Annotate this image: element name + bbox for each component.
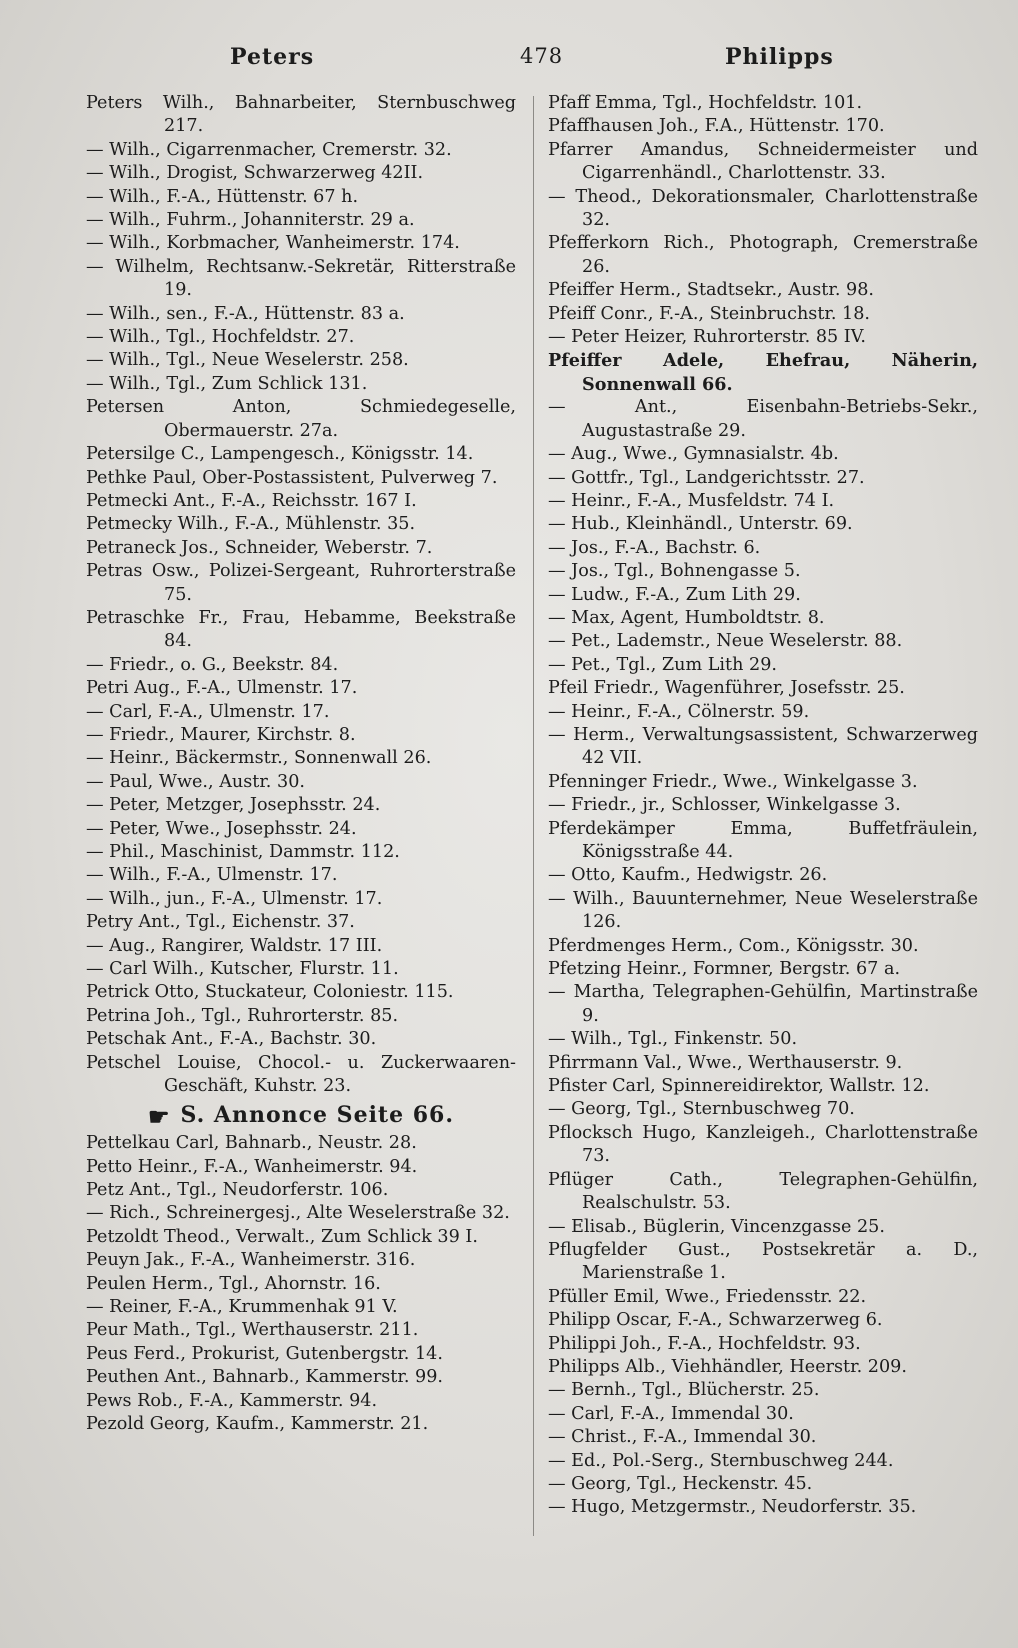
header-right-keyword: Philipps <box>725 44 834 70</box>
directory-entry: Petto Heinr., F.-A., Wanheimerstr. 94. <box>86 1156 418 1177</box>
directory-entry: Petras Osw., Polizei-Sergeant, Ruhrorterstraße 75. <box>86 561 516 605</box>
directory-entry: Petersen Anton, Schmiedegeselle, Obermauerstr. 27a. <box>86 397 516 441</box>
directory-entry: Peuthen Ant., Bahnarb., Kammerstr. 99. <box>86 1367 443 1388</box>
directory-entry: Pezold Georg, Kaufm., Kammerstr. 21. <box>86 1414 429 1435</box>
directory-entry: — Heinr., F.-A., Musfeldstr. 74 I. <box>548 490 835 511</box>
directory-entry: Pfeiff Conr., F.-A., Steinbruchstr. 18. <box>548 303 871 324</box>
directory-entry: Pfeil Friedr., Wagenführer, Josefsstr. 25. <box>548 678 905 699</box>
directory-entry: — Carl, F.-A., Ulmenstr. 17. <box>86 701 330 722</box>
directory-entry: — Wilh., Korbmacher, Wanheimerstr. 174. <box>86 233 460 254</box>
header-left-keyword: Peters <box>230 44 315 70</box>
directory-entry: — Bernh., Tgl., Blücherstr. 25. <box>548 1380 820 1401</box>
directory-entry: — Paul, Wwe., Austr. 30. <box>86 771 305 792</box>
directory-entry: — Wilh., Cigarrenmacher, Cremerstr. 32. <box>86 139 452 160</box>
directory-entry: — Peter, Metzger, Josephsstr. 24. <box>86 795 381 816</box>
annonce-text: S. Annonce Seite 66. <box>180 1102 455 1129</box>
directory-entry: Petz Ant., Tgl., Neudorferstr. 106. <box>86 1179 389 1200</box>
directory-entry: Pfirrmann Val., Wwe., Werthauserstr. 9. <box>548 1052 903 1073</box>
page-number: 478 <box>520 44 564 68</box>
directory-entry: Pethke Paul, Ober-Postassistent, Pulverweg 7. <box>86 467 498 488</box>
directory-entry: — Herm., Verwaltungsassistent, Schwarzerweg 42 VII. <box>548 724 978 769</box>
directory-entry: Petrina Joh., Tgl., Ruhrorterstr. 85. <box>86 1005 399 1026</box>
directory-entry: — Jos., Tgl., Bohnengasse 5. <box>548 561 801 582</box>
directory-entry: — Otto, Kaufm., Hedwigstr. 26. <box>548 865 828 886</box>
directory-entry: Petmecki Ant., F.-A., Reichsstr. 167 I. <box>86 490 417 511</box>
left-column <box>86 92 516 1436</box>
directory-entry: Pews Rob., F.-A., Kammerstr. 94. <box>86 1390 378 1411</box>
directory-entry: Petry Ant., Tgl., Eichenstr. 37. <box>86 912 355 933</box>
directory-entry: — Wilh., sen., F.-A., Hüttenstr. 83 a. <box>86 303 405 324</box>
directory-entry: — Georg, Tgl., Heckenstr. 45. <box>548 1473 813 1494</box>
directory-entry: Pfenninger Friedr., Wwe., Winkelgasse 3. <box>548 771 918 792</box>
right-column <box>548 92 978 1520</box>
page-header <box>80 40 958 80</box>
directory-entry: Petri Aug., F.-A., Ulmenstr. 17. <box>86 678 358 699</box>
directory-entry: Pferdmenges Herm., Com., Königsstr. 30. <box>548 935 919 956</box>
directory-entry: Pflüger Cath., Telegraphen-Gehülfin, Realschulstr. 53. <box>548 1169 978 1214</box>
directory-entry: — Heinr., F.-A., Cölnerstr. 59. <box>548 701 810 722</box>
directory-entry: — Reiner, F.-A., Krummenhak 91 V. <box>86 1297 398 1318</box>
directory-entry: — Aug., Wwe., Gymnasialstr. 4b. <box>548 444 839 465</box>
directory-entry: — Heinr., Bäckermstr., Sonnenwall 26. <box>86 748 432 769</box>
directory-entry: Petzoldt Theod., Verwalt., Zum Schlick 39 I. <box>86 1226 478 1247</box>
directory-entry: Philippi Joh., F.-A., Hochfeldstr. 93. <box>548 1333 861 1354</box>
directory-entry: — Friedr., o. G., Beekstr. 84. <box>86 654 339 675</box>
annonce-notice <box>86 1101 516 1131</box>
directory-entry: — Wilh., Tgl., Hochfeldstr. 27. <box>86 327 355 348</box>
directory-entry: — Peter, Wwe., Josephsstr. 24. <box>86 818 357 839</box>
directory-entry: — Gottfr., Tgl., Landgerichtsstr. 27. <box>548 467 865 488</box>
directory-entry: Pfüller Emil, Wwe., Friedensstr. 22. <box>548 1286 867 1307</box>
directory-entry: — Phil., Maschinist, Dammstr. 112. <box>86 842 400 862</box>
directory-entry: Philipps Alb., Viehhändler, Heerstr. 209. <box>548 1356 907 1377</box>
directory-entry: — Pet., Lademstr., Neue Weselerstr. 88. <box>548 631 903 652</box>
directory-entry: — Ant., Eisenbahn-Betriebs-Sekr., Augustastraße 29. <box>548 397 978 441</box>
directory-entry: — Wilhelm, Rechtsanw.-Sekretär, Ritterstraße 19. <box>86 256 516 301</box>
directory-entry: — Carl Wilh., Kutscher, Flurstr. 11. <box>86 959 399 980</box>
directory-entry: Pflugfelder Gust., Postsekretär a. D., Marienstraße 1. <box>548 1239 978 1284</box>
directory-entry: — Hub., Kleinhändl., Unterstr. 69. <box>548 514 853 535</box>
directory-entry: — Wilh., jun., F.-A., Ulmenstr. 17. <box>86 888 383 909</box>
directory-entry: Petschel Louise, Chocol.- u. Zuckerwaaren-Geschäft, Kuhstr. 23. <box>86 1052 516 1097</box>
column-divider <box>533 96 534 1536</box>
directory-entry: Philipp Oscar, F.-A., Schwarzerweg 6. <box>548 1310 883 1331</box>
directory-entry: — Wilh., Bauunternehmer, Neue Weselerstraße 126. <box>548 888 978 933</box>
directory-entry: Peus Ferd., Prokurist, Gutenbergstr. 14. <box>86 1343 443 1364</box>
directory-entry: Petschak Ant., F.-A., Bachstr. 30. <box>86 1029 377 1050</box>
left-entries <box>86 92 516 1098</box>
directory-entry: — Wilh., Drogist, Schwarzerweg 42II. <box>86 163 424 184</box>
directory-entry: — Friedr., jr., Schlosser, Winkelgasse 3. <box>548 795 901 816</box>
directory-entry: — Peter Heizer, Ruhrorterstr. 85 IV. <box>548 327 866 348</box>
directory-entry: Pfaff Emma, Tgl., Hochfeldstr. 101. <box>548 93 863 113</box>
directory-entry: Peters Wilh., Bahnarbeiter, Sternbuschweg 217. <box>86 93 516 137</box>
directory-entry: — Max, Agent, Humboldtstr. 8. <box>548 607 825 628</box>
directory-entry: — Theod., Dekorationsmaler, Charlottenstraße 32. <box>548 186 978 231</box>
directory-entry: — Aug., Rangirer, Waldstr. 17 III. <box>86 935 383 956</box>
directory-entry: — Rich., Schreinergesj., Alte Weselerstraße 32. <box>86 1203 510 1224</box>
directory-entry: — Wilh., Tgl., Zum Schlick 131. <box>86 373 368 394</box>
directory-entry: Peulen Herm., Tgl., Ahornstr. 16. <box>86 1273 381 1294</box>
directory-entry: Pfeiffer Adele, Ehefrau, Näherin, Sonnenwall 66. <box>548 350 978 395</box>
directory-entry: Pferdekämper Emma, Buffetfräulein, Königsstraße 44. <box>548 818 978 862</box>
directory-entry: — Carl, F.-A., Immendal 30. <box>548 1403 794 1424</box>
directory-entry: Petmecky Wilh., F.-A., Mühlenstr. 35. <box>86 514 416 535</box>
directory-entry: — Jos., F.-A., Bachstr. 6. <box>548 537 761 558</box>
left-entries-after <box>86 1132 516 1436</box>
directory-entry: — Elisab., Büglerin, Vincenzgasse 25. <box>548 1216 885 1237</box>
pointing-hand-icon: ☛ <box>147 1101 171 1131</box>
directory-entry: — Hugo, Metzgermstr., Neudorferstr. 35. <box>548 1497 917 1518</box>
directory-entry: — Wilh., Tgl., Finkenstr. 50. <box>548 1029 798 1050</box>
directory-entry: Pettelkau Carl, Bahnarb., Neustr. 28. <box>86 1133 417 1154</box>
directory-entry: Peuyn Jak., F.-A., Wanheimerstr. 316. <box>86 1250 416 1271</box>
directory-entry: — Friedr., Maurer, Kirchstr. 8. <box>86 724 356 745</box>
directory-entry: Petersilge C., Lampengesch., Königsstr. 14. <box>86 444 474 465</box>
directory-entry: Pfaffhausen Joh., F.A., Hüttenstr. 170. <box>548 116 885 137</box>
directory-entry: — Martha, Telegraphen-Gehülfin, Martinstraße 9. <box>548 982 978 1026</box>
directory-entry: Pfetzing Heinr., Formner, Bergstr. 67 a. <box>548 959 901 980</box>
directory-entry: Pfister Carl, Spinnereidirektor, Wallstr. 12. <box>548 1076 930 1097</box>
directory-entry: — Georg, Tgl., Sternbuschweg 70. <box>548 1099 855 1120</box>
directory-entry: Pfeiffer Herm., Stadtsekr., Austr. 98. <box>548 280 875 301</box>
directory-entry: Petraschke Fr., Frau, Hebamme, Beekstraße 84. <box>86 607 516 652</box>
directory-entry: — Ludw., F.-A., Zum Lith 29. <box>548 584 801 605</box>
directory-entry: — Ed., Pol.-Serg., Sternbuschweg 244. <box>548 1450 894 1471</box>
right-entries <box>548 92 978 1520</box>
directory-entry: Peur Math., Tgl., Werthauserstr. 211. <box>86 1320 419 1341</box>
directory-entry: Pfefferkorn Rich., Photograph, Cremerstraße 26. <box>548 233 978 277</box>
directory-entry: — Wilh., Tgl., Neue Weselerstr. 258. <box>86 350 409 371</box>
directory-entry: — Pet., Tgl., Zum Lith 29. <box>548 654 778 675</box>
directory-entry: Petrick Otto, Stuckateur, Coloniestr. 115. <box>86 982 454 1003</box>
directory-entry: Pfarrer Amandus, Schneidermeister und Cigarrenhändl., Charlottenstr. 33. <box>548 139 978 184</box>
directory-entry: — Wilh., F.-A., Hüttenstr. 67 h. <box>86 186 359 207</box>
directory-entry: Pflocksch Hugo, Kanzleigeh., Charlottenstraße 73. <box>548 1122 978 1167</box>
directory-entry: — Wilh., Fuhrm., Johanniterstr. 29 a. <box>86 210 415 231</box>
directory-entry: — Wilh., F.-A., Ulmenstr. 17. <box>86 865 338 886</box>
directory-entry: Petraneck Jos., Schneider, Weberstr. 7. <box>86 537 433 558</box>
directory-entry: — Christ., F.-A., Immendal 30. <box>548 1427 817 1448</box>
